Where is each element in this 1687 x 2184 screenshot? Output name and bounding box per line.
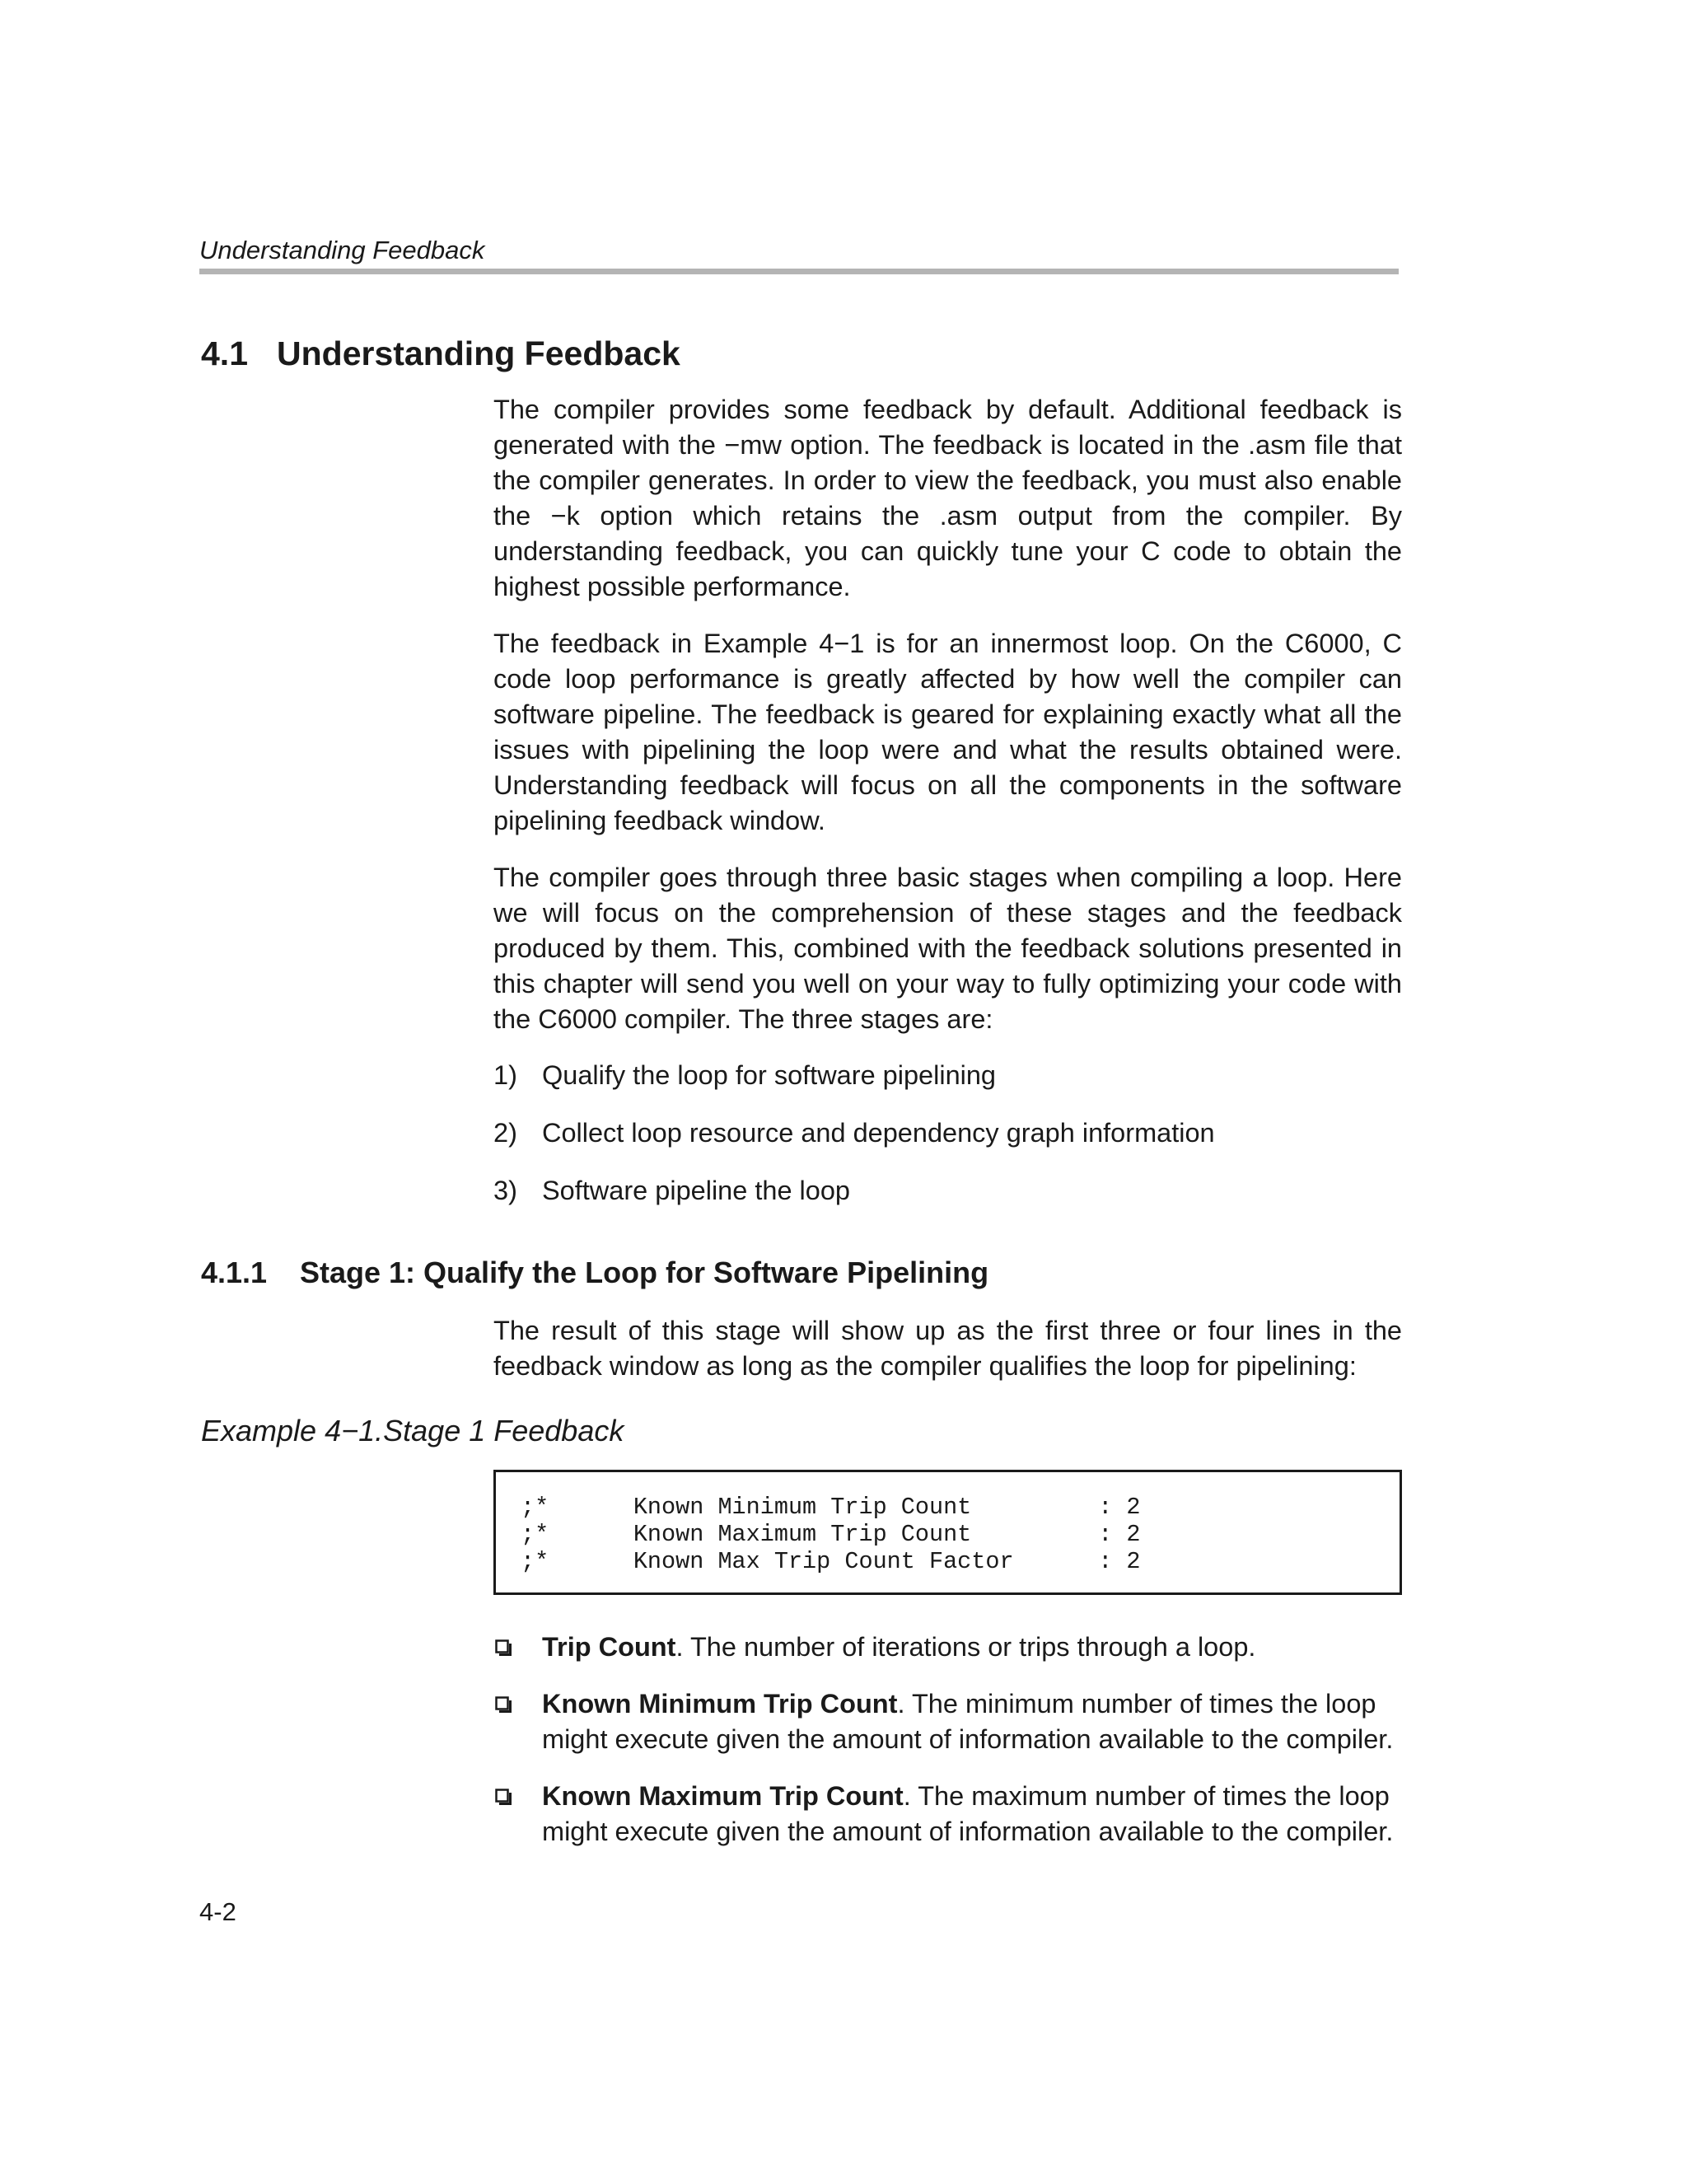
definition-term: Trip Count	[542, 1632, 676, 1662]
code-line: ;* Known Max Trip Count Factor : 2	[521, 1548, 1141, 1575]
definition-desc: . The minimum number of times the loop might execute given the amount of information available to the compiler.	[542, 1689, 1394, 1754]
subsection-title: Stage 1: Qualify the Loop for Software Pipelining	[300, 1256, 989, 1289]
section-number: 4.1	[201, 334, 248, 372]
stages-list	[493, 1173, 1402, 1209]
example-caption: Example 4−1.Stage 1 Feedback	[201, 1414, 624, 1447]
section-body	[493, 860, 1402, 1037]
paragraph: The compiler provides some feedback by default. Additional feedback is generated with the −mw option. The feedback is located in the .asm file that the compiler generates. In order to view the feedback, you must also enable the −k option which retains the .asm output from the compiler. By understanding feedback, you can quickly tune your C code to obtain the highest possible performance.	[493, 395, 1402, 601]
definition-item	[493, 1779, 1402, 1850]
paragraph: The result of this stage will show up as the first three or four lines in the feedback window as long as the compiler qualifies the loop for pipelining:	[493, 1316, 1402, 1381]
list-text: Collect loop resource and dependency graph information	[542, 1118, 1215, 1148]
list-text: Qualify the loop for software pipelining	[542, 1060, 997, 1090]
checkbox-bullet-icon	[495, 1639, 512, 1656]
list-item	[493, 1115, 1402, 1151]
code-box	[493, 1470, 1402, 1595]
list-text: Software pipeline the loop	[542, 1176, 851, 1205]
checkbox-bullet-icon	[495, 1789, 512, 1805]
stages-list	[493, 1115, 1402, 1151]
stages-list	[493, 1058, 1402, 1093]
subsection-body	[493, 1313, 1402, 1384]
section-body	[493, 392, 1402, 605]
list-item	[493, 1173, 1402, 1209]
section-title: Understanding Feedback	[277, 334, 680, 372]
subsection-number: 4.1.1	[201, 1256, 268, 1289]
header-rule	[199, 269, 1399, 274]
paragraph: The compiler goes through three basic stages when compiling a loop. Here we will focus on the comprehension of these stages and the feedback produced by them. This, combined with the feedback solutions presented in this chapter will send you well on your way to fully optimizing your code with the C6000 compiler. The three stages are:	[493, 863, 1402, 1034]
subsection-heading	[201, 1256, 988, 1290]
paragraph: The feedback in Example 4−1 is for an innermost loop. On the C6000, C code loop performance is greatly affected by how well the compiler can software pipeline. The feedback is geared for explaining exactly what all the issues with pipelining the loop were and what the results obtained were. Understanding feedback will focus on all the components in the software pipelining feedback window.	[493, 629, 1402, 835]
definition-desc: . The number of iterations or trips through a loop.	[675, 1632, 1256, 1662]
section-heading	[201, 334, 680, 373]
list-number: 3)	[493, 1176, 517, 1205]
list-item	[493, 1058, 1402, 1093]
running-header: Understanding Feedback	[199, 236, 485, 264]
definitions-list	[493, 1630, 1402, 1871]
code-line: ;* Known Minimum Trip Count : 2	[521, 1494, 1141, 1521]
definition-desc: . The maximum number of times the loop might execute given the amount of information available to the compiler.	[542, 1781, 1394, 1846]
section-body	[493, 626, 1402, 839]
definition-term: Known Minimum Trip Count	[542, 1689, 898, 1719]
definition-term: Known Maximum Trip Count	[542, 1781, 904, 1811]
definition-item	[493, 1686, 1402, 1757]
definition-item	[493, 1630, 1402, 1665]
code-line: ;* Known Maximum Trip Count : 2	[521, 1521, 1141, 1548]
page-number: 4-2	[199, 1897, 236, 1926]
checkbox-bullet-icon	[495, 1696, 512, 1713]
list-number: 1)	[493, 1060, 517, 1090]
list-number: 2)	[493, 1118, 517, 1148]
